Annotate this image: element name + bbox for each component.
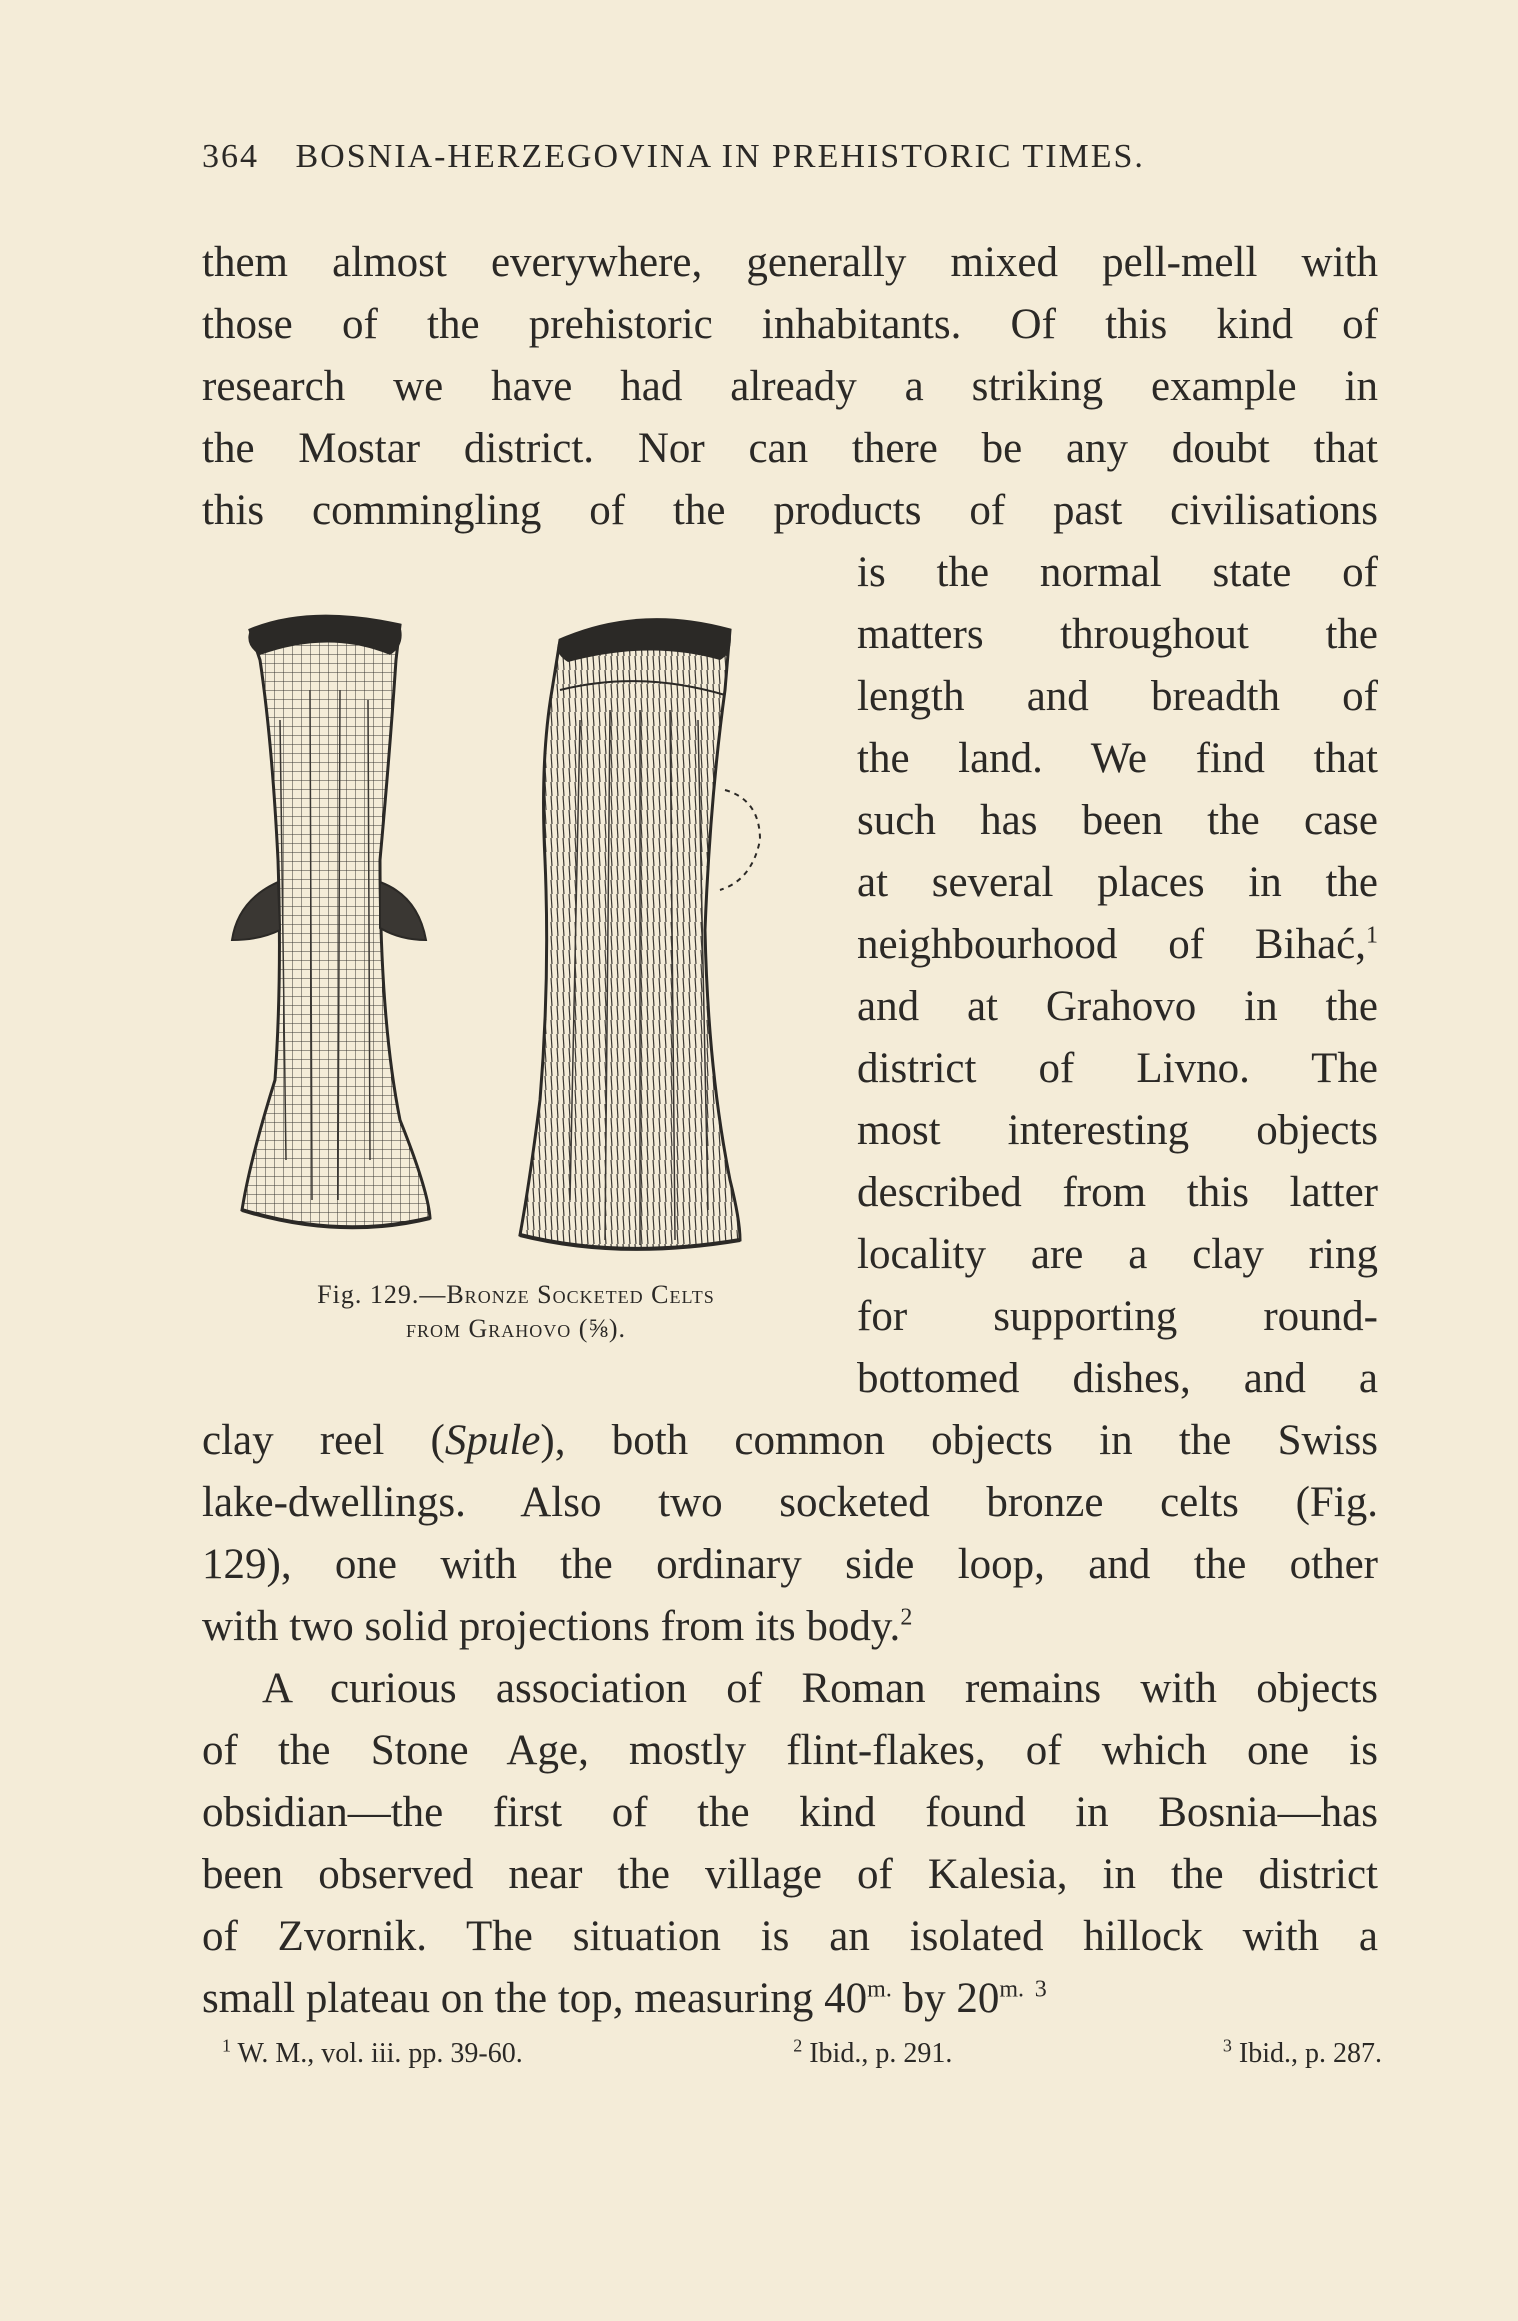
footnote-number: 2 <box>793 2035 803 2056</box>
footnote-text: Ibid., p. 287. <box>1238 2038 1382 2069</box>
wrap-line: is the normal state of <box>857 549 1378 596</box>
figure-caption <box>236 1278 796 1346</box>
body-line <box>202 1968 1378 2030</box>
caption-line-2: from Grahovo (⅝). <box>405 1314 627 1343</box>
footnote <box>1222 2035 1382 2070</box>
caption-title: Bronze Socketed Celts <box>446 1280 715 1309</box>
body-line <box>202 1596 1378 1658</box>
celt-left-drawing <box>232 616 430 1227</box>
body-line: research we have had already a striking example in <box>202 363 1378 410</box>
body-line: them almost everywhere, generally mixed pell-mell with <box>202 239 1378 286</box>
wrap-line: locality are a clay ring <box>857 1231 1378 1278</box>
italic-term: Spule <box>444 1417 541 1464</box>
text-run: with two solid projections from its body. <box>202 1603 901 1650</box>
running-title: BOSNIA-HERZEGOVINA IN PREHISTORIC TIMES. <box>295 138 1145 175</box>
text-run: clay reel ( <box>202 1417 445 1464</box>
body-line: lake-dwellings. Also two socketed bronze celts (Fig. <box>202 1479 1378 1526</box>
footnote-marker: 3 <box>1034 1976 1047 2003</box>
bronze-celts-illustration <box>220 600 820 1260</box>
wrap-line: length and breadth of <box>857 673 1378 720</box>
caption-figure-number: Fig. 129.— <box>317 1280 447 1309</box>
body-line: of Zvornik. The situation is an isolated hillock with a <box>202 1913 1378 1960</box>
wrap-line-text: neighbourhood of Bihać, <box>857 921 1366 968</box>
body-line: the Mostar district. Nor can there be any doubt that <box>202 425 1378 472</box>
celt-right-drawing <box>520 620 760 1249</box>
wrap-line: district of Livno. The <box>857 1045 1378 1092</box>
caption-line-1 <box>236 1278 796 1312</box>
wrap-line: described from this latter <box>857 1169 1378 1216</box>
body-line: been observed near the village of Kalesia, in the district <box>202 1851 1378 1898</box>
body-line: this commingling of the products of past civilisations <box>202 487 1378 534</box>
wrap-line: bottomed dishes, and a <box>857 1355 1378 1402</box>
body-line: of the Stone Age, mostly flint-flakes, of which one is <box>202 1727 1378 1774</box>
body-line: 129), one with the ordinary side loop, and the other <box>202 1541 1378 1588</box>
body-line: those of the prehistoric inhabitants. Of this kind of <box>202 301 1378 348</box>
footnote <box>222 2035 523 2070</box>
footnote-text: W. M., vol. iii. pp. 39-60. <box>237 2038 523 2069</box>
wrap-line: the land. We find that <box>857 735 1378 782</box>
wrap-line: matters throughout the <box>857 611 1378 658</box>
footnote <box>793 2035 953 2070</box>
page-number: 364 <box>202 138 259 175</box>
unit-superscript: m. <box>867 1976 892 2003</box>
running-header <box>202 138 1242 176</box>
footnote-number: 1 <box>222 2035 231 2056</box>
text-run: by 20 <box>891 1975 1000 2022</box>
unit-superscript: m. <box>999 1976 1024 2003</box>
footnotes <box>222 2035 1382 2070</box>
footnote-text: Ibid., p. 291. <box>809 2038 953 2069</box>
wrap-line <box>857 914 1378 976</box>
body-line: obsidian—the first of the kind found in Bosnia—has <box>202 1789 1378 1836</box>
footnote-marker: 1 <box>1366 922 1378 949</box>
footnote-marker: 2 <box>900 1604 913 1631</box>
text-run: small plateau on the top, measuring 40 <box>202 1975 868 2022</box>
text-run: ), both common objects in the Swiss <box>540 1417 1379 1464</box>
wrap-line: and at Grahovo in the <box>857 983 1378 1030</box>
wrap-line: at several places in the <box>857 859 1378 906</box>
wrap-line: such has been the case <box>857 797 1378 844</box>
body-line: A curious association of Roman remains with objects <box>262 1665 1378 1712</box>
footnote-number: 3 <box>1222 2035 1232 2056</box>
wrap-line: for supporting round- <box>857 1293 1378 1340</box>
wrap-line: most interesting objects <box>857 1107 1378 1154</box>
body-line <box>202 1410 1378 1472</box>
